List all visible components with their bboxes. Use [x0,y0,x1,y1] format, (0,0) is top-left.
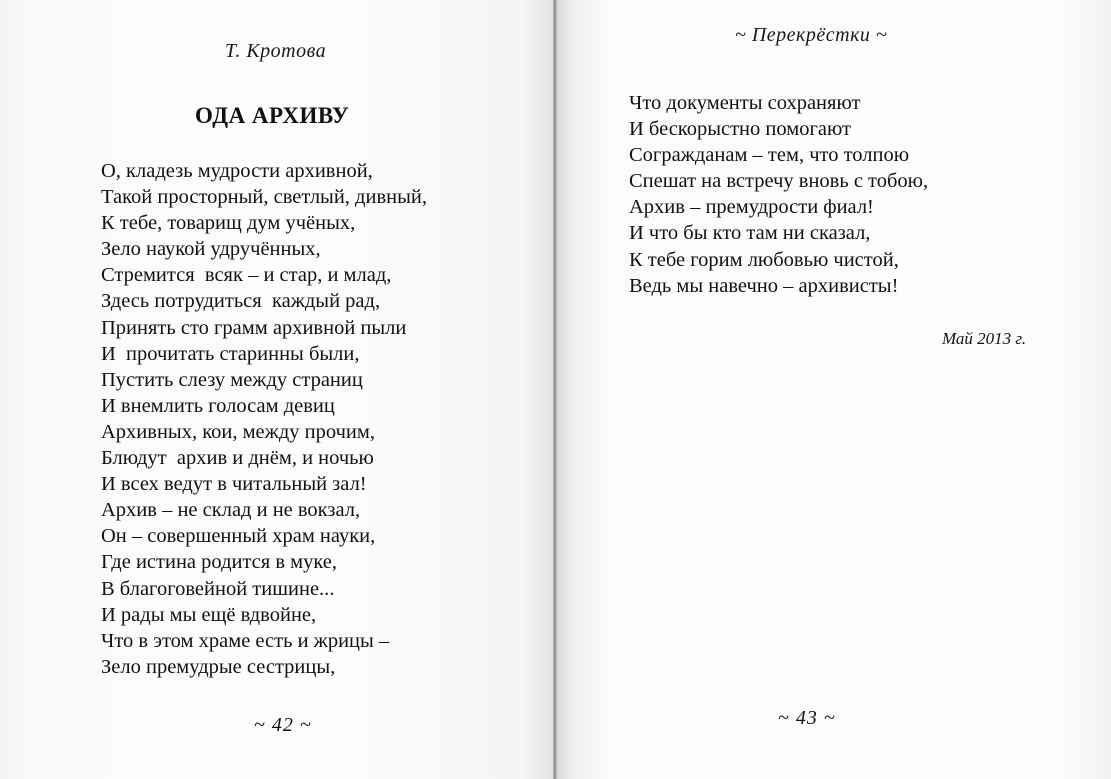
poem-line: О, кладезь мудрости архивной, [101,160,373,182]
poem-title: ОДА АРХИВУ [195,103,350,128]
poem-line: Зело премудрые сестрицы, [101,655,336,678]
poem-right-stanza [629,90,928,299]
poem-line: Архив – не склад и не вокзал, [101,499,361,522]
poem-line: И рады мы ещё вдвойне, [101,603,317,626]
poem-line: Зело наукой удручённых, [101,238,321,261]
poem-line: И прочитать старинны были, [101,342,360,365]
poem-line: Где истина родится в муке, [101,551,338,574]
poem-line: И что бы кто там ни сказал, [629,222,871,245]
poem-line: Что документы сохраняют [629,92,861,114]
page-number-right: ~ 43 ~ [778,707,836,729]
poem-line: Такой просторный, светлый, дивный, [101,186,427,209]
poem-line: И всех ведут в читальный зал! [101,473,367,496]
poem-line: Пустить слезу между страниц [101,368,363,391]
poem-left-stanza [101,158,427,680]
page-number-left: ~ 42 ~ [254,714,312,736]
poem-line: В благоговейной тишине... [101,577,335,600]
poem-line: Что в этом храме есть и жрицы – [101,629,390,652]
book-spine [553,0,557,779]
page-header-author: Т. Кротова [225,40,327,62]
poem-line: Спешат на встречу вновь с тобою, [629,170,929,193]
poem-line: Ведь мы навечно – архивисты! [629,274,899,297]
poem-line: Он – совершенный храм науки, [101,525,376,548]
poem-line: Согражданам – тем, что толпою [629,144,910,167]
poem-line: Здесь потрудиться каждый рад, [101,290,381,313]
poem-line: И внемлить голосам девиц [101,394,335,417]
poem-line: Архивных, кои, между прочим, [101,420,375,443]
poem-line: К тебе, товарищ дум учёных, [101,212,356,235]
page-header-collection: ~ Перекрёстки ~ [735,24,888,46]
poem-line: К тебе горим любовью чистой, [629,248,899,271]
poem-line: Архив – премудрости фиал! [629,196,874,219]
poem-line: Стремится всяк – и стар, и млад, [101,264,392,287]
poem-line: И бескорыстно помогают [629,118,851,141]
poem-line: Принять сто грамм архивной пыли [101,316,407,339]
poem-date: Май 2013 г. [942,329,1027,348]
poem-line: Блюдут архив и днём, и ночью [101,447,374,470]
